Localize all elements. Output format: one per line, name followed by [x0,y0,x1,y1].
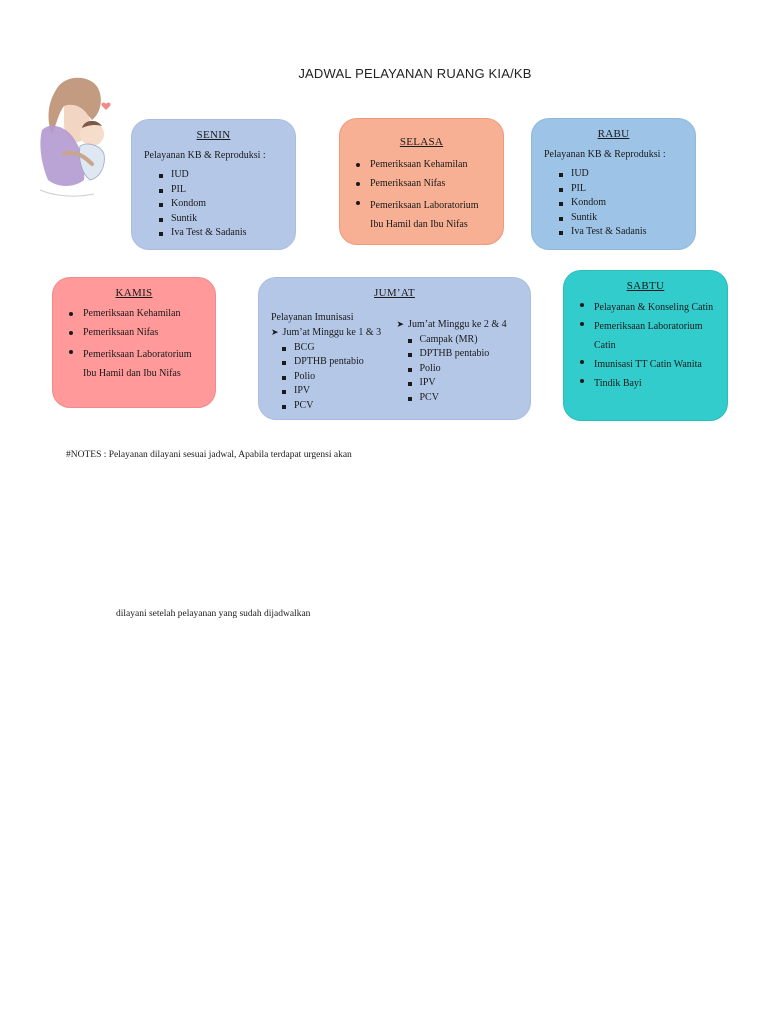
list-item: PCV [281,399,395,414]
list-item: Pemeriksaan Laboratorium Ibu Hamil dan Ibu Nifas [350,196,493,234]
list-item: Pemeriksaan Laboratorium Ibu Hamil dan Ibu Nifas [63,345,205,383]
card-day-title: SABTU [626,280,665,292]
list-item: Imunisasi TT Catin Wanita [574,355,717,374]
card-intro: Pelayanan KB & Reproduksi : [144,149,266,161]
list-item: PIL [558,182,685,197]
page-title: JADWAL PELAYANAN RUANG KIA/KB [298,66,532,81]
list-item: Tindik Bayi [574,374,717,393]
list-item: Suntik [558,211,685,226]
notes-line-1: #NOTES : Pelayanan dilayani sesuai jadwal, Apabila terdapat urgensi akan [66,450,352,460]
card-sabtu [563,270,728,421]
immunization-group-1 [269,325,395,413]
card-day-title: SENIN [196,129,231,141]
service-list [558,167,685,240]
service-list [158,168,285,241]
group-heading: ➤ Jum’at Minggu ke 2 & 4 [395,317,521,333]
card-intro: Pelayanan KB & Reproduksi : [544,148,666,160]
list-item: Polio [407,362,521,377]
card-day-title: KAMIS [115,287,153,299]
list-item: Kondom [558,196,685,211]
service-list [574,298,717,393]
list-item: PCV [407,391,521,406]
list-item: Suntik [158,212,285,227]
notes-line-2: dilayani setelah pelayanan yang sudah dijadwalkan [116,609,311,619]
card-day-title: SELASA [399,136,444,148]
mother-and-baby-illustration-icon [34,70,118,202]
service-list [281,341,395,414]
list-item: Pemeriksaan Kehamilan [350,158,493,171]
card-day-title: JUM’AT [374,287,415,299]
service-list [350,158,493,234]
list-item: Pemeriksaan Nifas [63,326,205,339]
card-rabu [531,118,696,250]
group-heading: ➤ Jum’at Minggu ke 1 & 3 [269,325,395,341]
list-item: Kondom [158,197,285,212]
list-item: Pemeriksaan Kehamilan [63,307,205,320]
card-kamis [52,277,216,408]
immunization-columns [269,319,520,413]
list-item: Iva Test & Sadanis [158,226,285,241]
list-item: BCG [281,341,395,356]
list-item: Polio [281,370,395,385]
card-senin [131,119,296,250]
immunization-group-2 [395,317,521,413]
list-item: Pemeriksaan Laboratorium Catin [574,317,717,355]
list-item: DPTHB pentabio [281,355,395,370]
list-item: Iva Test & Sadanis [558,225,685,240]
service-list [407,333,521,406]
list-item: IPV [407,376,521,391]
list-item: IPV [281,384,395,399]
list-item: DPTHB pentabio [407,347,521,362]
service-list [63,307,205,383]
card-selasa [339,118,504,245]
list-item: IUD [558,167,685,182]
list-item: IUD [158,168,285,183]
card-intro: Pelayanan Imunisasi [271,311,354,323]
list-item: Pemeriksaan Nifas [350,177,493,190]
list-item: Pelayanan & Konseling Catin [574,298,717,317]
card-day-title: RABU [597,128,630,140]
card-jumat [258,277,531,420]
list-item: PIL [158,183,285,198]
list-item: Campak (MR) [407,333,521,348]
